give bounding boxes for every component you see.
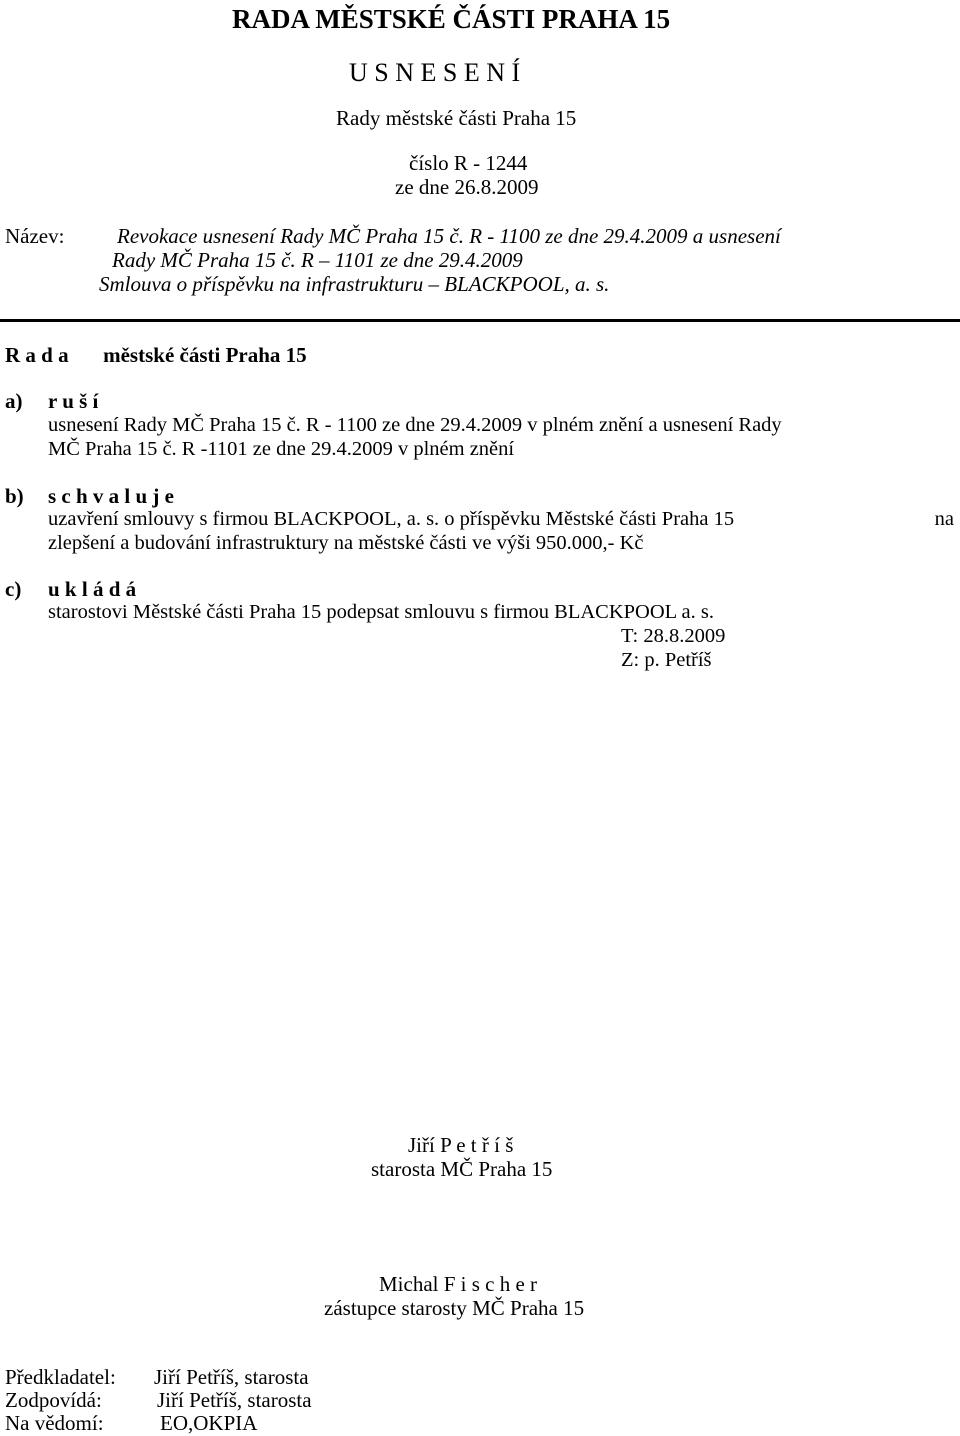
submitter-label: Předkladatel: xyxy=(5,1365,116,1389)
point-c-line-1: starostovi Městské části Praha 15 podepsat smlouvu s firmou BLACKPOOL a. s. xyxy=(48,601,714,623)
deputy-title: zástupce starosty MČ Praha 15 xyxy=(324,1296,585,1320)
resolution-heading: U S N E S E N Í xyxy=(349,58,521,87)
horizontal-rule xyxy=(0,319,960,322)
point-a-verb: r u š í xyxy=(48,389,99,413)
subject-line-1: Revokace usnesení Rady MČ Praha 15 č. R - 1100 ze dne 29.4.2009 a usnesení xyxy=(117,224,781,248)
council-heading: RADA MĚSTSKÉ ČÁSTI PRAHA 15 xyxy=(232,4,671,34)
council-line xyxy=(5,343,307,368)
point-c-verb: u k l á d á xyxy=(48,577,137,601)
resolution-date: ze dne 26.8.2009 xyxy=(395,175,539,199)
resolution-number: číslo R - 1244 xyxy=(409,151,528,175)
informed-value: EO,OKPIA xyxy=(160,1411,258,1435)
mayor-name: Jiří P e t ř í š xyxy=(408,1133,514,1157)
informed-label: Na vědomí: xyxy=(5,1411,104,1435)
responsible-value: Jiří Petříš, starosta xyxy=(157,1388,312,1412)
point-c-deadline: T: 28.8.2009 xyxy=(621,625,726,647)
point-b-line-1-end: na xyxy=(934,508,954,530)
subject-line-3: Smlouva o příspěvku na infrastrukturu – BLACKPOOL, a. s. xyxy=(99,272,610,296)
point-b-line-2: zlepšení a budování infrastruktury na městské části ve výši 950.000,- Kč xyxy=(48,532,644,554)
submitter-value: Jiří Petříš, starosta xyxy=(154,1365,309,1389)
point-c-responsible: Z: p. Petříš xyxy=(621,649,712,671)
council-rest: městské části Praha 15 xyxy=(103,343,307,367)
deputy-name: Michal F i s c h e r xyxy=(379,1272,538,1296)
point-a-line-2: MČ Praha 15 č. R -1101 ze dne 29.4.2009 v plném znění xyxy=(48,438,515,460)
point-b-line-1-text: uzavření smlouvy s firmou BLACKPOOL, a. s. o příspěvku Městské části Praha 15 xyxy=(48,508,735,530)
point-b-letter: b) xyxy=(5,484,24,508)
council-subheading: Rady městské části Praha 15 xyxy=(336,106,577,130)
point-b-line-1 xyxy=(48,508,954,531)
subject-label: Název: xyxy=(5,224,65,248)
council-rada: R a d a xyxy=(5,343,69,367)
subject-line-2: Rady MČ Praha 15 č. R – 1101 ze dne 29.4.2009 xyxy=(112,248,523,272)
point-a-line-1: usnesení Rady MČ Praha 15 č. R - 1100 ze dne 29.4.2009 v plném znění a usnesení Rady xyxy=(48,414,782,436)
point-b-verb: s c h v a l u j e xyxy=(48,484,174,508)
point-a-letter: a) xyxy=(5,389,23,413)
responsible-label: Zodpovídá: xyxy=(5,1388,102,1412)
point-c-letter: c) xyxy=(5,577,22,601)
mayor-title: starosta MČ Praha 15 xyxy=(371,1157,553,1181)
